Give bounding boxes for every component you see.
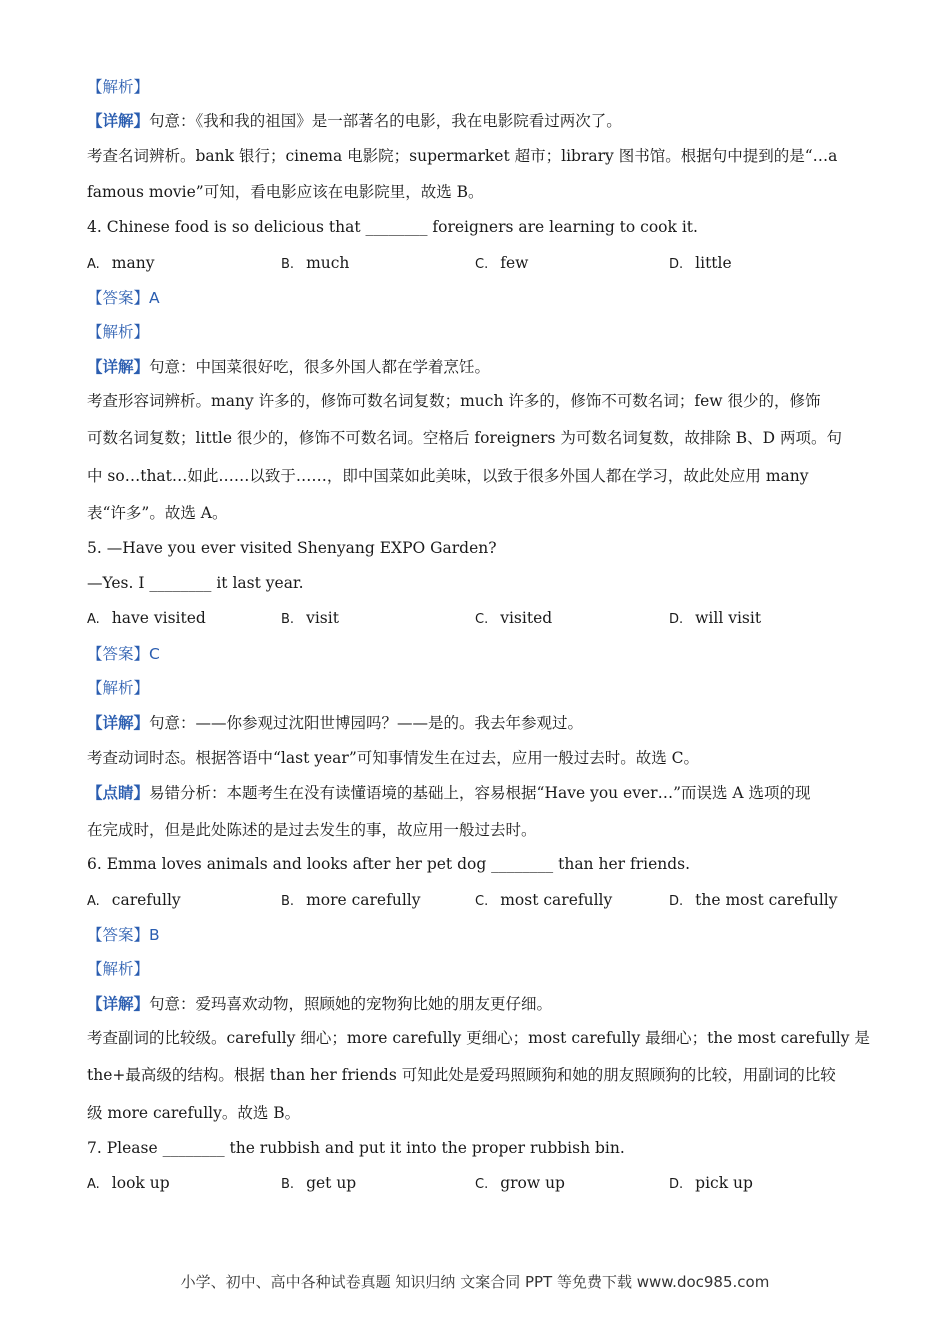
q6-detail-tag: 【详解】 <box>87 995 150 1013</box>
q5-answer <box>87 644 160 664</box>
q5-detail <box>87 713 583 733</box>
q4-option-c: C. few <box>475 254 529 272</box>
q4-detail-tag: 【详解】 <box>87 358 150 376</box>
q6-option-c: C. most carefully <box>475 891 613 909</box>
page-footer: 小学、初中、高中各种试卷真题 知识归纳 文案合同 PPT 等免费下载 www.doc985.com <box>180 1273 770 1291</box>
q5-tip-text: 易错分析：本题考生在没有读懂语境的基础上，容易根据“Have you ever…”而误选 A 选项的现 <box>149 784 811 802</box>
q3-analysis-tag: 【解析】 <box>87 78 150 96</box>
q3-detail-tag: 【详解】 <box>87 112 150 130</box>
q4-option-d: D. little <box>669 254 732 272</box>
q6-detail-text: 句意：爱玛喜欢动物，照顾她的宠物狗比她的朋友更仔细。 <box>149 995 553 1013</box>
q5-explain-line-1: 考查动词时态。根据答语中“last year”可知事情发生在过去，应用一般过去时。故选 C。 <box>87 749 700 767</box>
q5-option-d: D. will visit <box>669 609 762 627</box>
q5-tip-tag: 【点睛】 <box>87 784 150 802</box>
q5-option-a: A. have visited <box>87 609 206 627</box>
q4-answer <box>87 288 160 308</box>
q5-tip <box>87 783 811 803</box>
q7-option-d: D. pick up <box>669 1174 753 1192</box>
q4-option-b: B. much <box>281 254 350 272</box>
q7-option-a: A. look up <box>87 1174 170 1192</box>
q5-detail-text: 句意：——你参观过沈阳世博园吗？——是的。我去年参观过。 <box>149 714 584 732</box>
q6-answer-value: B <box>149 926 160 944</box>
q5-option-b: B. visit <box>281 609 339 627</box>
q6-option-d: D. the most carefully <box>669 891 838 909</box>
q5-detail-tag: 【详解】 <box>87 714 150 732</box>
q6-answer-tag: 【答案】 <box>87 926 150 944</box>
q4-explain-line-4: 表“许多”。故选 A。 <box>87 504 228 522</box>
q6-explain-line-1: 考查副词的比较级。carefully 细心；more carefully 更细心；most carefully 最细心；the most carefully 是 <box>87 1029 870 1047</box>
q5-answer-value: C <box>149 645 160 663</box>
q6-explain-line-2: the+最高级的结构。根据 than her friends 可知此处是爱玛照顾狗和她的朋友照顾狗的比较，用副词的比较 <box>87 1066 836 1084</box>
q3-explain-line-2: famous movie”可知，看电影应该在电影院里，故选 B。 <box>87 183 484 201</box>
q3-detail <box>87 111 622 131</box>
q4-analysis-tag: 【解析】 <box>87 323 150 341</box>
q4-answer-value: A <box>149 289 160 307</box>
q4-detail <box>87 357 490 377</box>
q6-explain-line-3: 级 more carefully。故选 B。 <box>87 1104 301 1122</box>
q6-stem: 6. Emma loves animals and looks after her pet dog ________ than her friends. <box>87 855 691 873</box>
q5-stem-line-2: —Yes. I ________ it last year. <box>87 574 304 592</box>
q6-option-b: B. more carefully <box>281 891 421 909</box>
q6-detail <box>87 994 552 1014</box>
q5-option-c: C. visited <box>475 609 553 627</box>
q5-stem-line-1: 5. —Have you ever visited Shenyang EXPO Garden? <box>87 539 497 557</box>
q5-answer-tag: 【答案】 <box>87 645 150 663</box>
q3-detail-text: 句意：《我和我的祖国》是一部著名的电影，我在电影院看过两次了。 <box>149 112 622 130</box>
q7-option-c: C. grow up <box>475 1174 565 1192</box>
q4-explain-line-1: 考查形容词辨析。many 许多的，修饰可数名词复数；much 许多的，修饰不可数名词；few 很少的，修饰 <box>87 392 821 410</box>
q4-explain-line-3: 中 so…that…如此……以致于……，即中国菜如此美味，以致于很多外国人都在学习，故此处应用 many <box>87 467 809 485</box>
q6-answer <box>87 925 160 945</box>
q6-option-a: A. carefully <box>87 891 181 909</box>
q5-explain-line-2: 在完成时，但是此处陈述的是过去发生的事，故应用一般过去时。 <box>87 821 537 839</box>
q4-stem: 4. Chinese food is so delicious that ________ foreigners are learning to cook it. <box>87 218 698 236</box>
q7-stem: 7. Please ________ the rubbish and put it into the proper rubbish bin. <box>87 1139 625 1157</box>
q7-option-b: B. get up <box>281 1174 357 1192</box>
q4-detail-text: 句意：中国菜很好吃，很多外国人都在学着烹饪。 <box>149 358 491 376</box>
q5-analysis-tag: 【解析】 <box>87 679 150 697</box>
q4-option-a: A. many <box>87 254 155 272</box>
q4-explain-line-2: 可数名词复数；little 很少的，修饰不可数名词。空格后 foreigners 为可数名词复数，故排除 B、D 两项。句 <box>87 429 843 447</box>
q3-explain-line-1: 考查名词辨析。bank 银行；cinema 电影院；supermarket 超市；library 图书馆。根据句中提到的是“…a <box>87 147 838 165</box>
q4-answer-tag: 【答案】 <box>87 289 150 307</box>
q6-analysis-tag: 【解析】 <box>87 960 150 978</box>
